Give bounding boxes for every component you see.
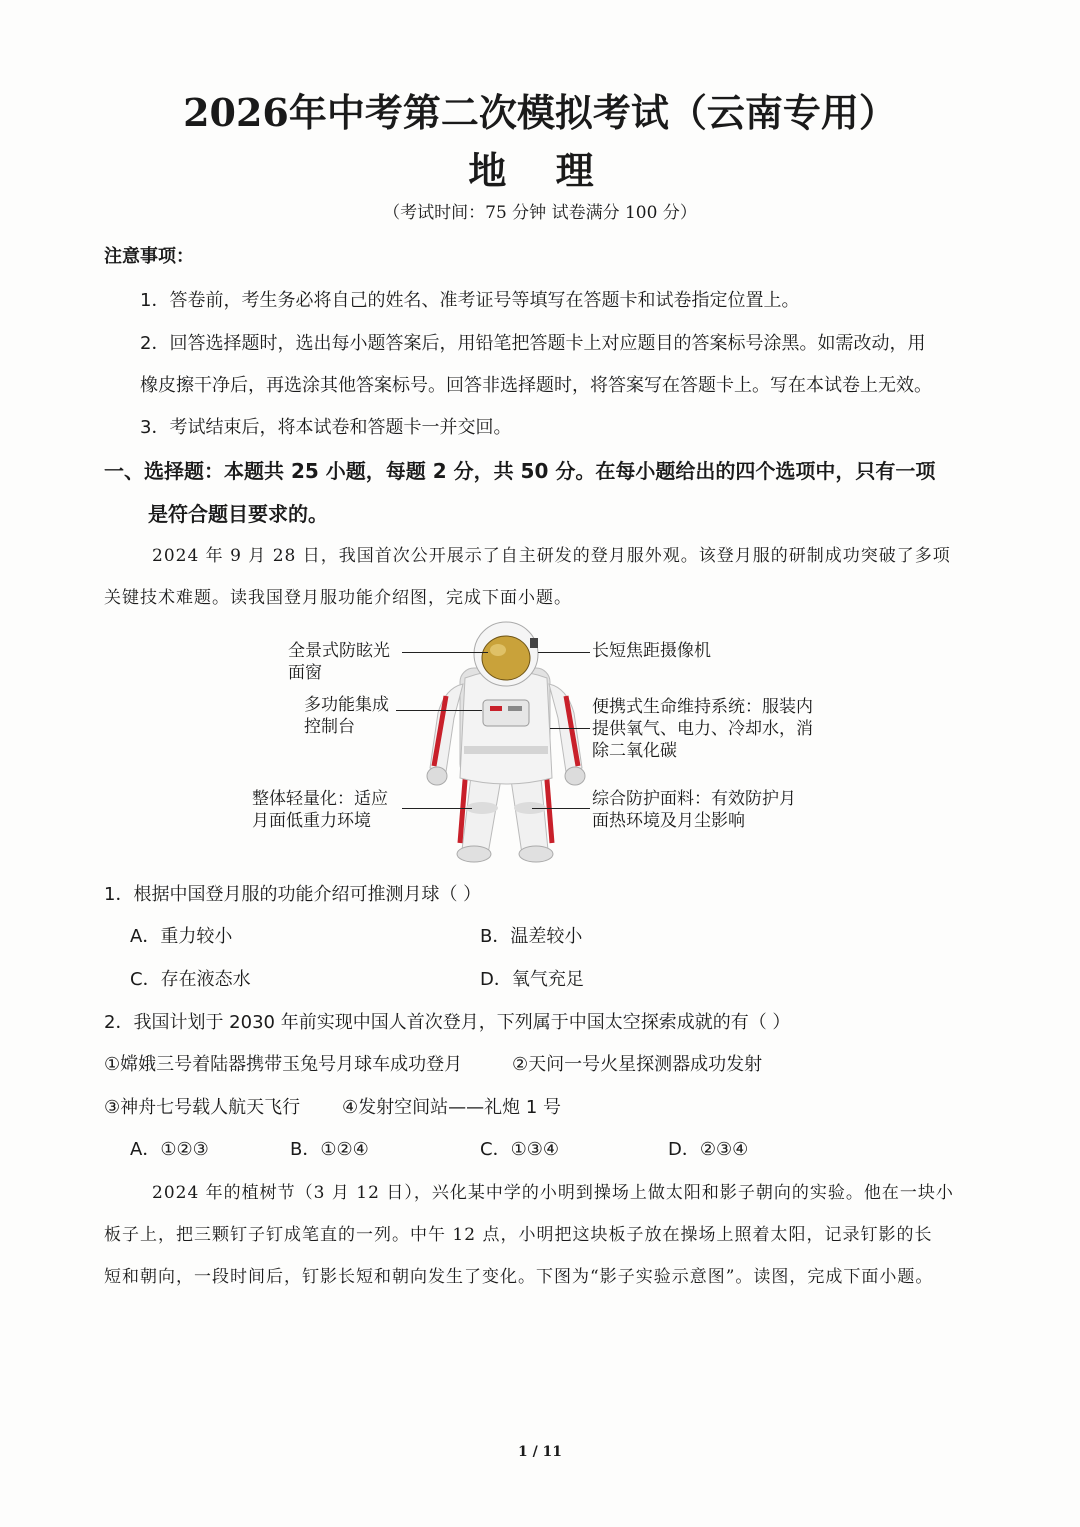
passage2-line2: 板子上，把三颗钉子钉成笔直的一列。中午 12 点，小明把这块板子放在操场上照着太阳，记录钉影的长 [104, 1225, 933, 1245]
q2-item-4: ④发射空间站——礼炮 1 号 [342, 1097, 562, 1118]
subject-title: 地 理 [468, 148, 612, 193]
leader-fabric [532, 808, 590, 809]
q2-option-a: A．①②③ [130, 1139, 209, 1160]
leader-console [396, 710, 482, 711]
notice-item-2: 2．回答选择题时，选出每小题答案后，用铅笔把答题卡上对应题目的答案标号涂黑。如需改动，用 [140, 333, 926, 354]
leader-camera [538, 652, 590, 653]
notice-heading: 注意事项： [104, 246, 194, 267]
label-fabric: 综合防护面料：有效防护月面热环境及月尘影响 [592, 789, 796, 831]
exam-title: 2026年中考第二次模拟考试（云南专用） [183, 90, 897, 135]
section-heading: 一、选择题：本题共 25 小题，每题 2 分，共 50 分。在每小题给出的四个选项中，只有一项 [104, 459, 936, 483]
q2-item-1: ①嫦娥三号着陆器携带玉兔号月球车成功登月 [104, 1054, 463, 1075]
q1-option-a: A．重力较小 [130, 926, 233, 947]
q2-item-3: ③神舟七号载人航天飞行 [104, 1097, 301, 1118]
q1-option-d: D．氧气充足 [480, 969, 584, 990]
passage2-line1: 2024 年的植树节（3 月 12 日），兴化某中学的小明到操场上做太阳和影子朝向的实验。他在一块小 [152, 1183, 954, 1203]
label-visor: 全景式防眩光面窗 [288, 641, 390, 683]
leader-life-support [550, 728, 590, 729]
q2-item-2: ②天问一号火星探测器成功发射 [512, 1054, 763, 1075]
label-lightweight: 整体轻量化：适应月面低重力环境 [252, 789, 388, 831]
q2-option-c: C．①③④ [480, 1139, 559, 1160]
q1-option-b: B．温差较小 [480, 926, 583, 947]
notice-item-1: 1．答卷前，考生务必将自己的姓名、准考证号等填写在答题卡和试卷指定位置上。 [140, 290, 800, 311]
q2-stem: 2．我国计划于 2030 年前实现中国人首次登月，下列属于中国太空探索成就的有（ ） [104, 1012, 791, 1033]
notice-item-3: 3．考试结束后，将本试卷和答题卡一并交回。 [140, 417, 512, 438]
q2-option-d: D．②③④ [668, 1139, 749, 1160]
passage1-line1: 2024 年 9 月 28 日，我国首次公开展示了自主研发的登月服外观。该登月服的研制成功突破了多项 [152, 546, 951, 566]
spacesuit-figure [250, 618, 830, 868]
leader-visor [402, 652, 488, 653]
q2-option-b: B．①②④ [290, 1139, 369, 1160]
q1-option-c: C．存在液态水 [130, 969, 251, 990]
passage2-line3: 短和朝向，一段时间后，钉影长短和朝向发生了变化。下图为“影子实验示意图”。读图，完成下面小题。 [104, 1267, 934, 1287]
q1-stem: 1．根据中国登月服的功能介绍可推测月球（ ） [104, 884, 482, 905]
section-heading-cont: 是符合题目要求的。 [148, 502, 328, 526]
label-camera: 长短焦距摄像机 [592, 641, 711, 661]
label-life-support: 便携式生命维持系统：服装内提供氧气、电力、冷却水，消除二氧化碳 [592, 697, 813, 761]
page-number: 1 / 11 [517, 1444, 563, 1460]
notice-item-2-cont: 橡皮擦干净后，再选涂其他答案标号。回答非选择题时，将答案写在答题卡上。写在本试卷上无效。 [140, 375, 932, 396]
passage1-line2: 关键技术难题。读我国登月服功能介绍图，完成下面小题。 [104, 588, 572, 608]
exam-info: （考试时间：75 分钟 试卷满分 100 分） [383, 203, 697, 223]
label-console: 多功能集成控制台 [304, 695, 389, 737]
leader-lightweight [402, 808, 472, 809]
